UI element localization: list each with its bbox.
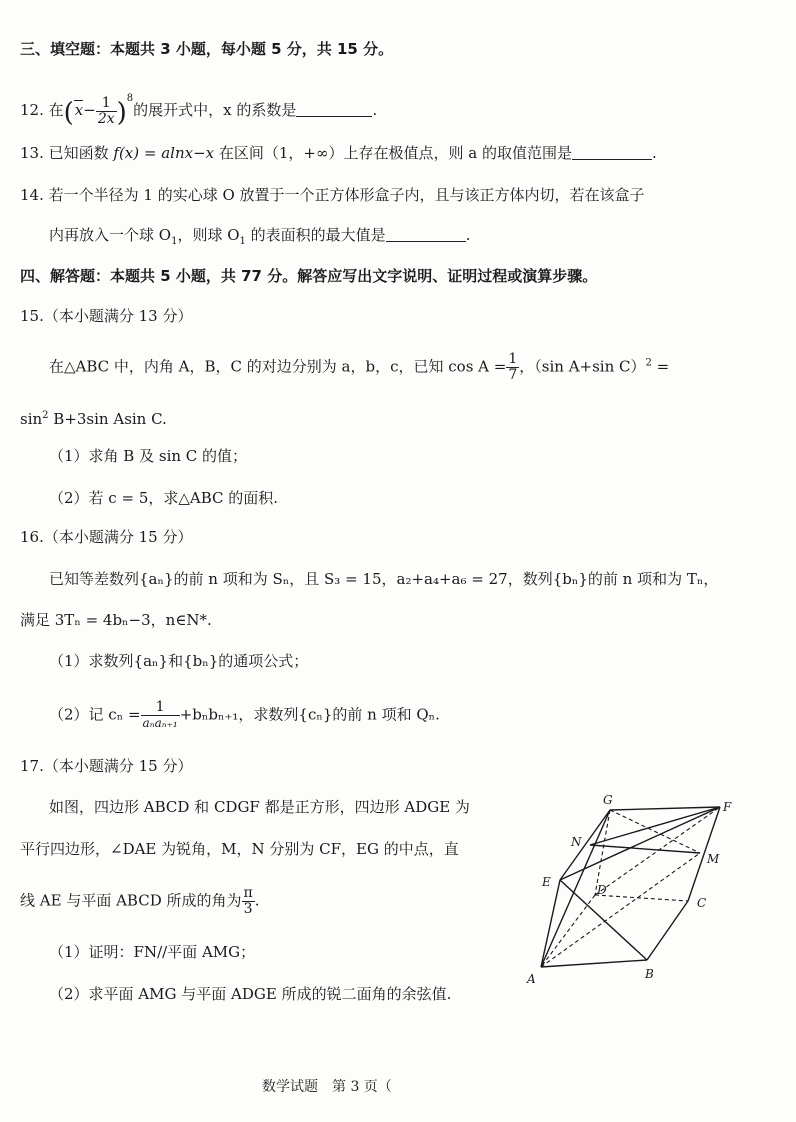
question-16-heading: 16.（本小题满分 15 分）: [20, 528, 193, 546]
label-M: M: [707, 852, 720, 866]
q13-answer-blank: [572, 143, 652, 160]
label-E: E: [542, 875, 551, 889]
question-15-stem: 在△ABC 中，内角 A，B，C 的对边分别为 a，b，c，已知 cos A = $\frac{1}{7}$ ，（sin A+sin C）$^2$ =: [49, 351, 670, 383]
question-16-part2: （2）记 cₙ = $\frac{1}{\text{aₙaₙ₊₁}}$ +bₙbₙ₊₁，求数列{cₙ}的前 n 项和 Qₙ.: [49, 699, 440, 730]
question-15-stem2: $\sin^2 B+3\sin$ Asin C.: [20, 410, 167, 428]
q12-prefix: 12. 在: [20, 101, 64, 119]
q12-fraction: $\frac{1}{2x}$: [97, 94, 115, 127]
q13-function: f(x) = alnx−x: [113, 144, 215, 162]
question-16-stem2: 满足 3Tₙ = 4bₙ−3，n∈N*.: [20, 611, 212, 629]
question-13: 13. 已知函数 f(x) = alnx−x 在区间（1，+∞）上存在极值点，则 a 的取值范围是 .: [20, 144, 657, 162]
question-14-line1: 14. 若一个半径为 1 的实心球 O 放置于一个正方体形盒子内，且与该正方体内切，若在该盒子: [20, 186, 645, 204]
label-G: G: [603, 793, 613, 807]
label-D: D: [597, 883, 607, 897]
label-N: N: [571, 835, 582, 849]
q12-sqrt: x: [74, 101, 84, 119]
question-15-part1: （1）求角 B 及 sin C 的值；: [49, 447, 248, 465]
section-4-heading: 四、解答题：本题共 5 小题，共 77 分。解答应写出文字说明、证明过程或演算步骤。: [20, 267, 598, 285]
label-F: F: [723, 800, 732, 814]
label-A: A: [527, 972, 536, 986]
question-17-part1: （1）证明：FN//平面 AMG；: [49, 943, 256, 961]
section-3-heading: 三、填空题：本题共 3 小题，每小题 5 分，共 15 分。: [20, 40, 394, 58]
question-14-line2: 内再放入一个球 $O_1$，则球 $O_1$ 的表面积的最大值是 .: [49, 226, 471, 247]
question-16-part1: （1）求数列{aₙ}和{bₙ}的通项公式；: [49, 652, 309, 670]
q14-answer-blank: [386, 225, 466, 242]
question-15-heading: 15.（本小题满分 13 分）: [20, 307, 193, 325]
question-17-line1: 如图，四边形 ABCD 和 CDGF 都是正方形，四边形 ADGE 为: [49, 798, 470, 816]
q16-fraction: $\frac{1}{\text{aₙaₙ₊₁}}$: [142, 699, 178, 730]
page-footer: 数学试题 第 3 页（: [262, 1079, 392, 1095]
label-B: B: [645, 967, 654, 981]
q17-fraction: $\frac{\pi}{3}$: [243, 885, 253, 917]
q12-text: 的展开式中，x 的系数是: [133, 101, 297, 119]
geometry-figure: [515, 790, 740, 990]
question-16-stem: 已知等差数列{aₙ}的前 n 项和为 Sₙ，且 S₃ = 15，a₂+a₄+a₆ = 27，数列{bₙ}的前 n 项和为 Tₙ，: [49, 570, 719, 588]
question-17-part2: （2）求平面 AMG 与平面 ADGE 所成的锐二面角的余弦值.: [49, 985, 452, 1003]
question-12: 12. 在(x− $\frac{1}{2x}$ )$^8$的展开式中，x 的系数是 .: [20, 93, 378, 128]
question-17-line3: 线 AE 与平面 ABCD 所成的角为 $\frac{\pi}{3}$ .: [20, 885, 260, 917]
question-15-part2: （2）若 c = 5，求△ABC 的面积.: [49, 489, 279, 507]
label-C: C: [697, 896, 707, 910]
q15-fraction: $\frac{1}{7}$: [508, 351, 518, 383]
question-17-heading: 17.（本小题满分 15 分）: [20, 757, 193, 775]
q12-answer-blank: [296, 100, 372, 117]
question-17-line2: 平行四边形，∠DAE 为锐角，M，N 分别为 CF，EG 的中点，直: [20, 840, 459, 858]
